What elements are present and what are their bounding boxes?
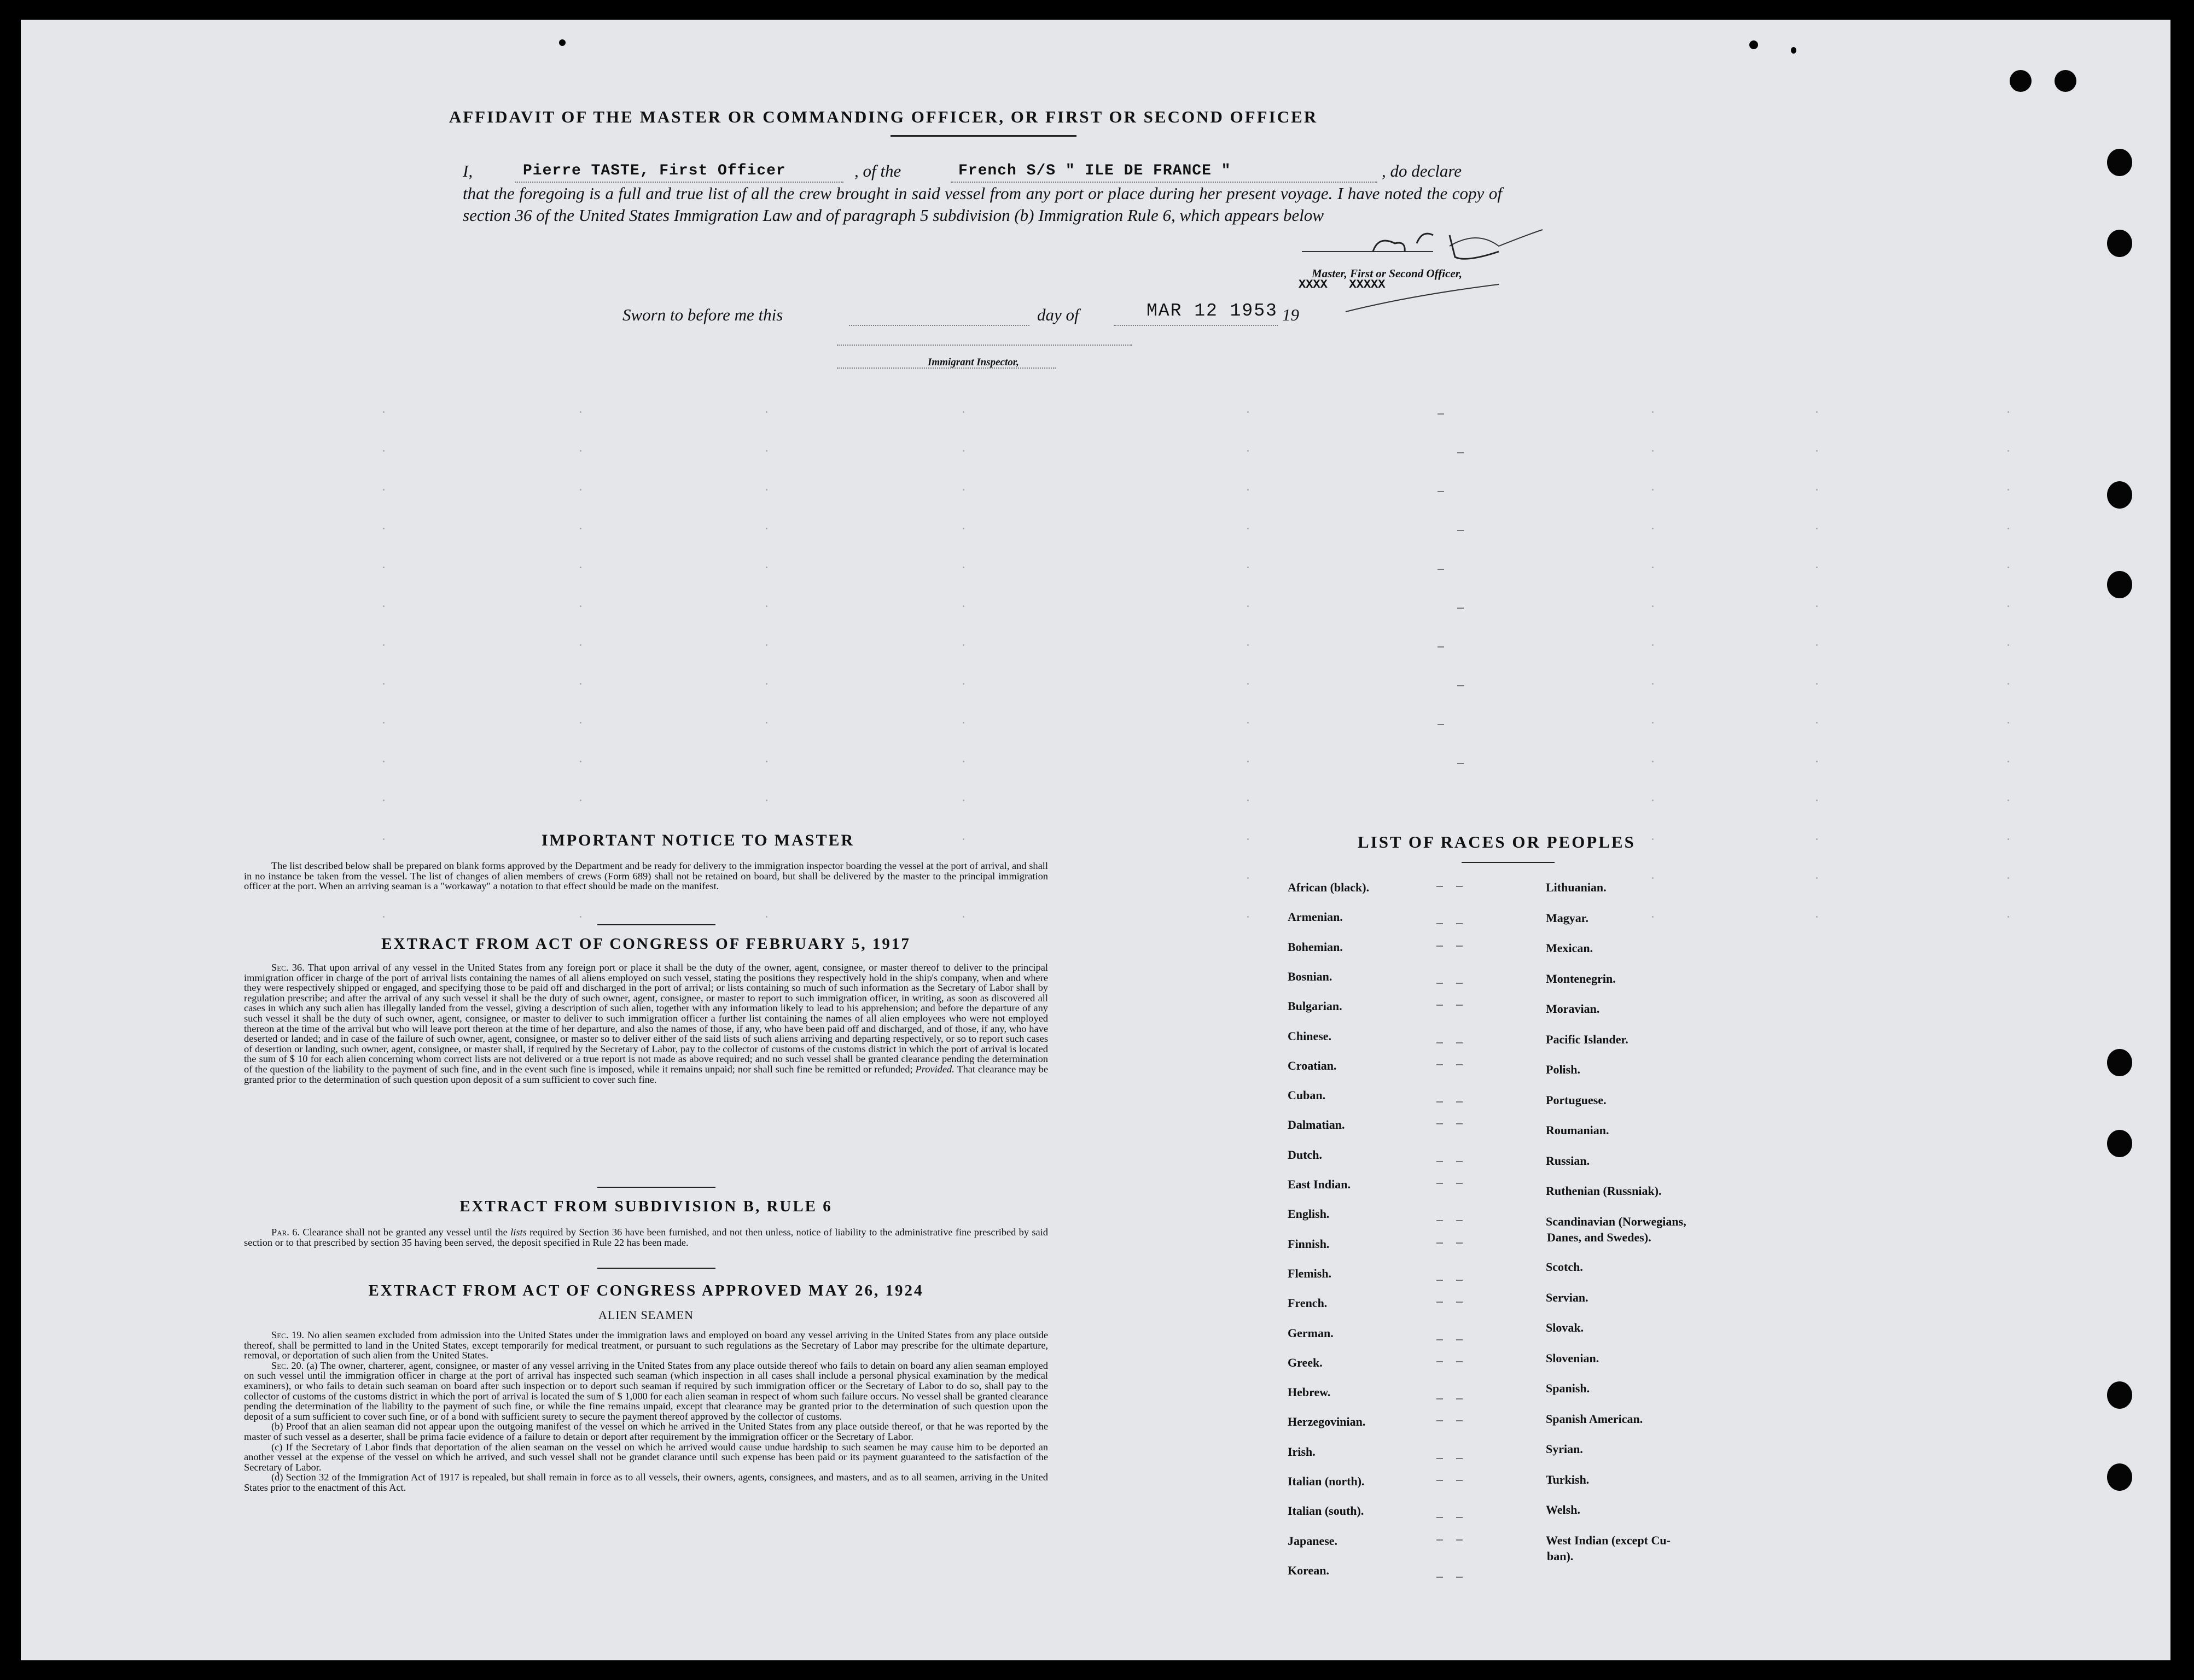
faint-dot (383, 683, 385, 685)
faint-dot (1816, 838, 1818, 840)
dash-mark (1456, 1539, 1463, 1541)
par-6-paragraph (244, 1227, 1048, 1247)
faint-dot (963, 605, 964, 607)
sec-20c-paragraph: (c) If the Secretary of Labor finds that deportation of the alien seaman on the vessel on which he arrived would cause undue hardship to such seamen he may cause him to be deported an another vessel at the expense of the vessel on which he arrived, and such vessel shall not be grandet clarance until such expense has been paid or its payment guaranteed to the satisfaction of the Secretary of Labor. (244, 1441, 1048, 1473)
faint-dot (1247, 877, 1249, 879)
sworn-year: 19 (1282, 305, 1299, 324)
faint-dot (766, 567, 767, 568)
race-item: Hebrew. (1288, 1385, 1331, 1399)
faint-dot (1816, 567, 1818, 568)
dash-mark (1436, 1064, 1443, 1065)
dash-mark (1436, 1183, 1443, 1184)
dash-mark (1436, 1242, 1443, 1244)
race-item: Ruthenian (Russniak). (1546, 1184, 1662, 1198)
race-item: Spanish American. (1546, 1411, 1643, 1426)
dash-mark (1456, 886, 1463, 887)
race-item: Polish. (1546, 1063, 1580, 1076)
race-item: East Indian. (1288, 1177, 1351, 1191)
dash-mark (1457, 685, 1464, 686)
faint-dot (766, 916, 767, 918)
faint-dot (2007, 644, 2009, 646)
faint-dot (1652, 489, 1654, 491)
faint-dot (580, 605, 581, 607)
section-divider (597, 1187, 715, 1188)
faint-dot (1652, 838, 1654, 840)
punch-hole (2107, 1049, 2132, 1076)
race-item: ban). (1547, 1549, 1574, 1563)
faint-dot (383, 916, 385, 918)
extract-1917-text (244, 962, 1048, 1084)
race-item: Moravian. (1546, 1002, 1600, 1016)
sec-36-label: Sec. 36. (271, 962, 305, 973)
faint-dot (963, 489, 964, 491)
punch-hole (2107, 1381, 2132, 1409)
dash-mark (1456, 1398, 1463, 1399)
faint-dot (1652, 528, 1654, 529)
dash-mark (1436, 1302, 1443, 1303)
faint-dot (1652, 567, 1654, 568)
faint-dot (580, 916, 581, 918)
race-item: West Indian (except Cu- (1546, 1533, 1671, 1547)
faint-dot (1816, 489, 1818, 491)
dash-mark (1457, 608, 1464, 609)
punch-hole (2055, 70, 2076, 92)
faint-dot (1247, 605, 1249, 607)
race-item: Danes, and Swedes). (1547, 1230, 1651, 1244)
dash-mark (1436, 1577, 1443, 1578)
race-item: Flemish. (1288, 1266, 1332, 1280)
strike-marks: XXXX XXXXX (1299, 278, 1386, 291)
dotted-line (1114, 325, 1278, 326)
faint-dot (1816, 605, 1818, 607)
dash-mark (1456, 1183, 1463, 1184)
dash-mark (1436, 1280, 1443, 1281)
faint-dot (2007, 489, 2009, 491)
race-item: Italian (north). (1288, 1474, 1365, 1488)
faint-dot (963, 644, 964, 646)
title-underline (891, 135, 1076, 137)
dash-mark (1457, 452, 1464, 453)
dash-mark (1436, 1398, 1443, 1399)
dash-mark (1436, 1042, 1443, 1043)
race-item: French. (1288, 1296, 1328, 1310)
race-item: Scotch. (1546, 1260, 1583, 1274)
faint-dot (2007, 411, 2009, 413)
dash-mark (1456, 1302, 1463, 1303)
dash-mark (1456, 1220, 1463, 1221)
faint-dot (580, 528, 581, 529)
dash-mark (1456, 1480, 1463, 1481)
dash-mark (1457, 530, 1464, 531)
faint-dot (383, 411, 385, 413)
dash-mark (1457, 763, 1464, 764)
faint-dot (383, 644, 385, 646)
faint-dot (963, 761, 964, 762)
faint-dot (963, 916, 964, 918)
faint-dot (1652, 877, 1654, 879)
sec-20a-text: (a) The owner, charterer, agent, consignee, or master of any vessel arriving in the United States from any place outside thereof who fails to detain on board any alien seaman employed on such vessel until the immigration officer in charge at the port of arrival has inspected such seaman (which inspection in all cases shall include a personal physical examination by the medical examiners), or who fails to detain such seaman on board after such inspection or to deport such seaman if required by such immigration officer or the Secretary of Labor to do so, shall pay to the collector of customs of the customs district in which the port of arrival is located the sum of $ 1,000 for each alien seaman in respect of whom such failure occurs. No vessel shall be granted clearance pending the determination of the liability to the payment of such fine, or while the fine remains unpaid, except that clearance may be granted prior to the determination of such question upon the deposit of a sum sufficient to cover such fine, or of a bond with sufficient surety to secure the payment thereof approved by the collector of customs. (244, 1360, 1048, 1422)
race-item: Irish. (1288, 1444, 1316, 1459)
faint-dot (1816, 800, 1818, 801)
officer-name: Pierre TASTE, First Officer (523, 162, 786, 179)
faint-dot (1652, 411, 1654, 413)
punch-hole (2107, 149, 2132, 176)
race-item: Slovenian. (1546, 1351, 1599, 1365)
faint-dot (1247, 489, 1249, 491)
race-item: African (black). (1288, 880, 1370, 894)
race-item: Bohemian. (1288, 940, 1343, 954)
faint-dot (766, 800, 767, 801)
faint-dot (2007, 838, 2009, 840)
dash-mark (1436, 1361, 1443, 1362)
faint-dot (580, 411, 581, 413)
affidavit-of-the: , of the (854, 161, 901, 180)
affidavit-declare: , do declare (1382, 161, 1462, 180)
dash-mark (1456, 1517, 1463, 1518)
dash-mark (1436, 1005, 1443, 1006)
race-item: Korean. (1288, 1563, 1329, 1577)
sec-20-label: Sec. 20. (271, 1360, 304, 1371)
race-item: Greek. (1288, 1355, 1323, 1369)
sec-36-text: That upon arrival of any vessel in the United States from any foreign port or place it shall be the duty of the owner, agent, consignee, or master thereof to deliver to the principal immigration officer in charge of the port of arrival lists containing the names of all aliens employed on such vessel, stating the positions they respectively hold in the ship's company, when and where they were respectively shipped or engaged, and specifying those to be paid off and discharged in the port of arrival; or lists containing so much of such information as the Secretary of Labor shall by regulation prescribe; and after the arrival of any such vessel it shall be the duty of such owner, agent, consignee, or master to report to such immigration officer, in writing, as soon as discovered all cases in which any such alien has illegally landed from the vessel, giving a description of such alien, together with any information likely to lead to his apprehension; and before the departure of any such vessel it shall be the duty of such owner, agent, consignee, or master to deliver to such immigration officer a further list containing the names of all alien employees who were not employed thereon at the time of the arrival but who will leave port thereon at the time of her departure, and also the names of those, if any, who have been paid off and discharged, and of those, if any, who have deserted or landed; and in case of the failure of such owner, agent, consignee, or master so to deliver either of the said lists of such aliens arriving and departing respectively, or so to report such cases of desertion or landing, such owner, agent, consignee, or master shall, if required by the Secretary of Labor, pay to the collector of customs of the customs district in which the port of arrival is located the sum of $ 10 for each alien concerning whom correct lists are not delivered or a true report is not made as above required; and no such vessel shall be granted clearance pending the determination of the question of the liability to the payment of such fine, and in the event such fine is imposed, while it remains unpaid; nor shall such fine be remitted or refunded; (244, 962, 1048, 1075)
faint-dot (1816, 683, 1818, 685)
dash-mark (1456, 1005, 1463, 1006)
faint-dot (2007, 761, 2009, 762)
faint-dot (766, 683, 767, 685)
dash-mark (1456, 1042, 1463, 1043)
section-divider (597, 1268, 715, 1269)
faint-dot (766, 411, 767, 413)
sec-19-label: Sec. 19. (271, 1329, 305, 1340)
faint-dot (580, 489, 581, 491)
faint-dot (1247, 722, 1249, 724)
dash-mark (1436, 983, 1443, 984)
races-title-underline (1462, 862, 1555, 863)
extract-rule6-title: EXTRACT FROM SUBDIVISION B, RULE 6 (459, 1198, 833, 1215)
dash-mark (1456, 1161, 1463, 1162)
race-item: Italian (south). (1288, 1504, 1364, 1518)
faint-dot (2007, 722, 2009, 724)
race-item: Dalmatian. (1288, 1118, 1345, 1132)
faint-dot (1816, 411, 1818, 413)
inspector-caption: Immigrant Inspector, (928, 357, 1019, 368)
dash-mark (1456, 1420, 1463, 1421)
faint-dot (963, 450, 964, 452)
dash-mark (1456, 946, 1463, 947)
dash-mark (1456, 923, 1463, 924)
faint-dot (383, 838, 385, 840)
dash-mark (1438, 413, 1444, 415)
extract-1917-title: EXTRACT FROM ACT OF CONGRESS OF FEBRUARY 5, 1917 (381, 935, 911, 953)
race-item: Servian. (1546, 1290, 1588, 1304)
faint-dot (766, 761, 767, 762)
faint-dot (1247, 761, 1249, 762)
faint-dot (1247, 838, 1249, 840)
punch-hole (2107, 1463, 2132, 1491)
faint-dot (766, 450, 767, 452)
faint-dot (580, 800, 581, 801)
sworn-day-of: day of (1037, 305, 1079, 324)
sworn-prefix: Sworn to before me this (622, 305, 783, 324)
faint-dot (766, 722, 767, 724)
race-item: Scandinavian (Norwegians, (1546, 1214, 1686, 1228)
alien-seamen-subtitle: ALIEN SEAMEN (598, 1308, 694, 1322)
notice-paragraph: The list described below shall be prepared on blank forms approved by the Department and be ready for delivery to the immigration inspector boarding the vessel at the port of arrival, and shall in no instance be taken from the vessel. The list of changes of alien members of crews (Form 689) shall not be retained on board, but shall be delivered by the master to the principal immigration officer at the port. When an arriving seaman is a "workaway" a notation to that effect should be made on the manifest. (244, 860, 1048, 892)
faint-dot (580, 567, 581, 568)
race-item: Herzegovinian. (1288, 1415, 1366, 1429)
faint-dot (1652, 722, 1654, 724)
sec-36-paragraph (244, 962, 1048, 1084)
faint-dot (1816, 528, 1818, 529)
par-6-label: Par. 6. (271, 1227, 300, 1238)
dash-mark (1436, 1339, 1443, 1340)
sec-19-paragraph (244, 1330, 1048, 1361)
race-item: Turkish. (1546, 1472, 1590, 1486)
affidavit-prefix: I, (463, 161, 473, 180)
race-item: Welsh. (1546, 1503, 1580, 1516)
dash-mark (1436, 1220, 1443, 1221)
races-title: LIST OF RACES OR PEOPLES (1358, 832, 1636, 851)
faint-dot (383, 761, 385, 762)
faint-dot (2007, 916, 2009, 918)
race-item: Russian. (1546, 1153, 1590, 1168)
faint-dot (1247, 450, 1249, 452)
race-item: Japanese. (1288, 1533, 1338, 1548)
dash-mark (1436, 1161, 1443, 1162)
faint-dot (1816, 761, 1818, 762)
dash-mark (1456, 1339, 1463, 1340)
dash-mark (1456, 1123, 1463, 1124)
sec-19-text: No alien seamen excluded from admission into the United States under the immigration laws and employed on board any vessel arriving in the United States from any place outside thereof, shall be permitted to land in the United States, except temporarily for medical treatment, or pursuant to such regulations as the Secretary of Labor may prescribe for the ultimate departure, removal, or deportation of such alien from the United States. (244, 1329, 1048, 1361)
faint-dot (2007, 567, 2009, 568)
faint-dot (383, 489, 385, 491)
punch-hole (2107, 481, 2132, 509)
sworn-date-stamp: MAR 12 1953 (1147, 301, 1278, 321)
faint-dot (1816, 877, 1818, 879)
faint-dot (383, 450, 385, 452)
faint-dot (963, 800, 964, 801)
faint-dot (963, 722, 964, 724)
faint-dot (1652, 916, 1654, 918)
faint-dot (580, 683, 581, 685)
faint-dot (2007, 605, 2009, 607)
faint-dot (1247, 411, 1249, 413)
lists-word: lists (510, 1227, 527, 1238)
race-item: Montenegrin. (1546, 971, 1616, 985)
speck (1749, 40, 1758, 49)
sec-20d-paragraph: (d) Section 32 of the Immigration Act of 1917 is repealed, but shall remain in force as to all vessels, their owners, agents, consignees, and masters, and as to all seamen, arriving in the United States prior to the enactment of this Act. (244, 1472, 1048, 1493)
faint-dot (383, 605, 385, 607)
affidavit-title: AFFIDAVIT OF THE MASTER OR COMMANDING OFFICER, OR FIRST OR SECOND OFFICER (449, 107, 1318, 126)
faint-dot (1652, 683, 1654, 685)
dash-mark (1456, 1101, 1463, 1102)
dash-mark (1436, 1539, 1443, 1541)
dash-mark (1436, 1123, 1443, 1124)
sec-20b-paragraph: (b) Proof that an alien seaman did not appear upon the outgoing manifest of the vessel on which he arrived in the United States from any place outside thereof, or that he was reported by the master of such vessel as a deserter, shall be prima facie evidence of a failure to detain or deport after requirement by the immigration officer or the Secretary of Labor. (244, 1421, 1048, 1442)
faint-dot (766, 528, 767, 529)
faint-dot (383, 722, 385, 724)
race-item: Roumanian. (1546, 1123, 1609, 1137)
faint-dot (2007, 877, 2009, 879)
dash-mark (1436, 923, 1443, 924)
faint-dot (963, 528, 964, 529)
dash-mark (1438, 646, 1444, 648)
race-item: Cuban. (1288, 1088, 1326, 1102)
race-item: Slovak. (1546, 1321, 1584, 1334)
faint-dot (1652, 644, 1654, 646)
notice-title: IMPORTANT NOTICE TO MASTER (541, 831, 855, 849)
dash-mark (1438, 569, 1444, 570)
proviso-text: That clearance may be granted prior to the determination of such question upon deposit of a sum sufficient to cover such fine. (244, 1063, 1049, 1085)
dash-mark (1456, 1458, 1463, 1459)
dotted-line (849, 325, 1029, 326)
faint-dot (1816, 916, 1818, 918)
race-item: Dutch. (1288, 1147, 1322, 1162)
extract-1924-text (244, 1330, 1048, 1493)
faint-dot (580, 644, 581, 646)
section-divider (597, 924, 715, 925)
dash-mark (1438, 724, 1444, 725)
dash-mark (1456, 1577, 1463, 1578)
faint-dot (1816, 722, 1818, 724)
extract-rule6-text (244, 1227, 1048, 1247)
dotted-line (837, 345, 1132, 346)
speck (559, 39, 566, 46)
race-item: Chinese. (1288, 1029, 1332, 1043)
dash-mark (1456, 1361, 1463, 1362)
faint-dot (2007, 528, 2009, 529)
dash-mark (1456, 983, 1463, 984)
faint-dot (963, 411, 964, 413)
proviso-label: Provided. (915, 1063, 955, 1075)
dash-mark (1456, 1242, 1463, 1244)
faint-dot (1652, 761, 1654, 762)
faint-dot (383, 800, 385, 801)
notice-text (244, 861, 1048, 891)
punch-hole (2107, 1130, 2132, 1157)
dash-mark (1436, 1420, 1443, 1421)
punch-hole (2107, 230, 2132, 257)
faint-dot (1652, 450, 1654, 452)
faint-dot (2007, 683, 2009, 685)
dash-mark (1438, 491, 1444, 492)
signature-caption: Master, First or Second Officer, (1312, 267, 1462, 280)
race-item: Magyar. (1546, 911, 1589, 925)
par-6-text-a: Clearance shall not be granted any vessel until the (302, 1227, 508, 1238)
dash-mark (1436, 1458, 1443, 1459)
faint-dot (1247, 683, 1249, 685)
punch-hole (2107, 571, 2132, 598)
race-item: Bosnian. (1288, 969, 1332, 983)
dash-mark (1456, 1280, 1463, 1281)
speck (1791, 47, 1796, 54)
race-item: English. (1288, 1207, 1330, 1221)
faint-dot (963, 567, 964, 568)
faint-dot (1652, 800, 1654, 801)
faint-dot (1652, 605, 1654, 607)
faint-dot (1247, 916, 1249, 918)
race-item: Croatian. (1288, 1058, 1337, 1072)
faint-dot (766, 605, 767, 607)
affidavit-body: that the foregoing is a full and true list of all the crew brought in said vessel from any port or place during her present voyage. I have noted the copy of section 36 of the United States Immigration Law and of paragraph 5 subdivision (b) Immigration Rule 6, which appears below (463, 184, 1502, 225)
race-item: Syrian. (1546, 1442, 1583, 1456)
faint-dot (580, 722, 581, 724)
race-item: Lithuanian. (1546, 880, 1607, 894)
faint-dot (766, 644, 767, 646)
sec-20a-paragraph (244, 1361, 1048, 1422)
faint-dot (963, 683, 964, 685)
race-item: Mexican. (1546, 941, 1593, 955)
faint-dot (580, 450, 581, 452)
faint-dot (580, 761, 581, 762)
faint-dot (383, 528, 385, 529)
race-item: Finnish. (1288, 1236, 1330, 1251)
faint-dot (766, 489, 767, 491)
dash-mark (1456, 1064, 1463, 1065)
faint-dot (2007, 800, 2009, 801)
race-item: Pacific Islander. (1546, 1032, 1628, 1046)
dash-mark (1436, 1101, 1443, 1102)
vessel-name: French S/S " ILE DE FRANCE " (958, 162, 1231, 179)
dash-mark (1436, 946, 1443, 947)
punch-hole (2010, 70, 2032, 92)
dash-mark (1436, 1517, 1443, 1518)
faint-dot (2007, 450, 2009, 452)
faint-dot (1816, 450, 1818, 452)
dash-mark (1436, 886, 1443, 887)
par-6-text-b: required by Section 36 have been furnished, and not then unless, notice of liability to the administrative fine prescribed by said section or to that prescribed by section 35 having been served, the deposit specified in Rule 22 has been made. (244, 1227, 1049, 1248)
race-item: German. (1288, 1326, 1334, 1340)
faint-dot (1247, 644, 1249, 646)
faint-dot (1247, 800, 1249, 801)
race-item: Portuguese. (1546, 1093, 1607, 1107)
race-item: Bulgarian. (1288, 999, 1342, 1013)
race-item: Armenian. (1288, 910, 1343, 924)
faint-dot (1816, 644, 1818, 646)
extract-1924-title: EXTRACT FROM ACT OF CONGRESS APPROVED MAY 26, 1924 (368, 1282, 924, 1299)
faint-dot (383, 567, 385, 568)
race-item: Spanish. (1546, 1381, 1590, 1395)
faint-dot (1247, 528, 1249, 529)
dash-mark (1436, 1480, 1443, 1481)
faint-dot (1247, 567, 1249, 568)
